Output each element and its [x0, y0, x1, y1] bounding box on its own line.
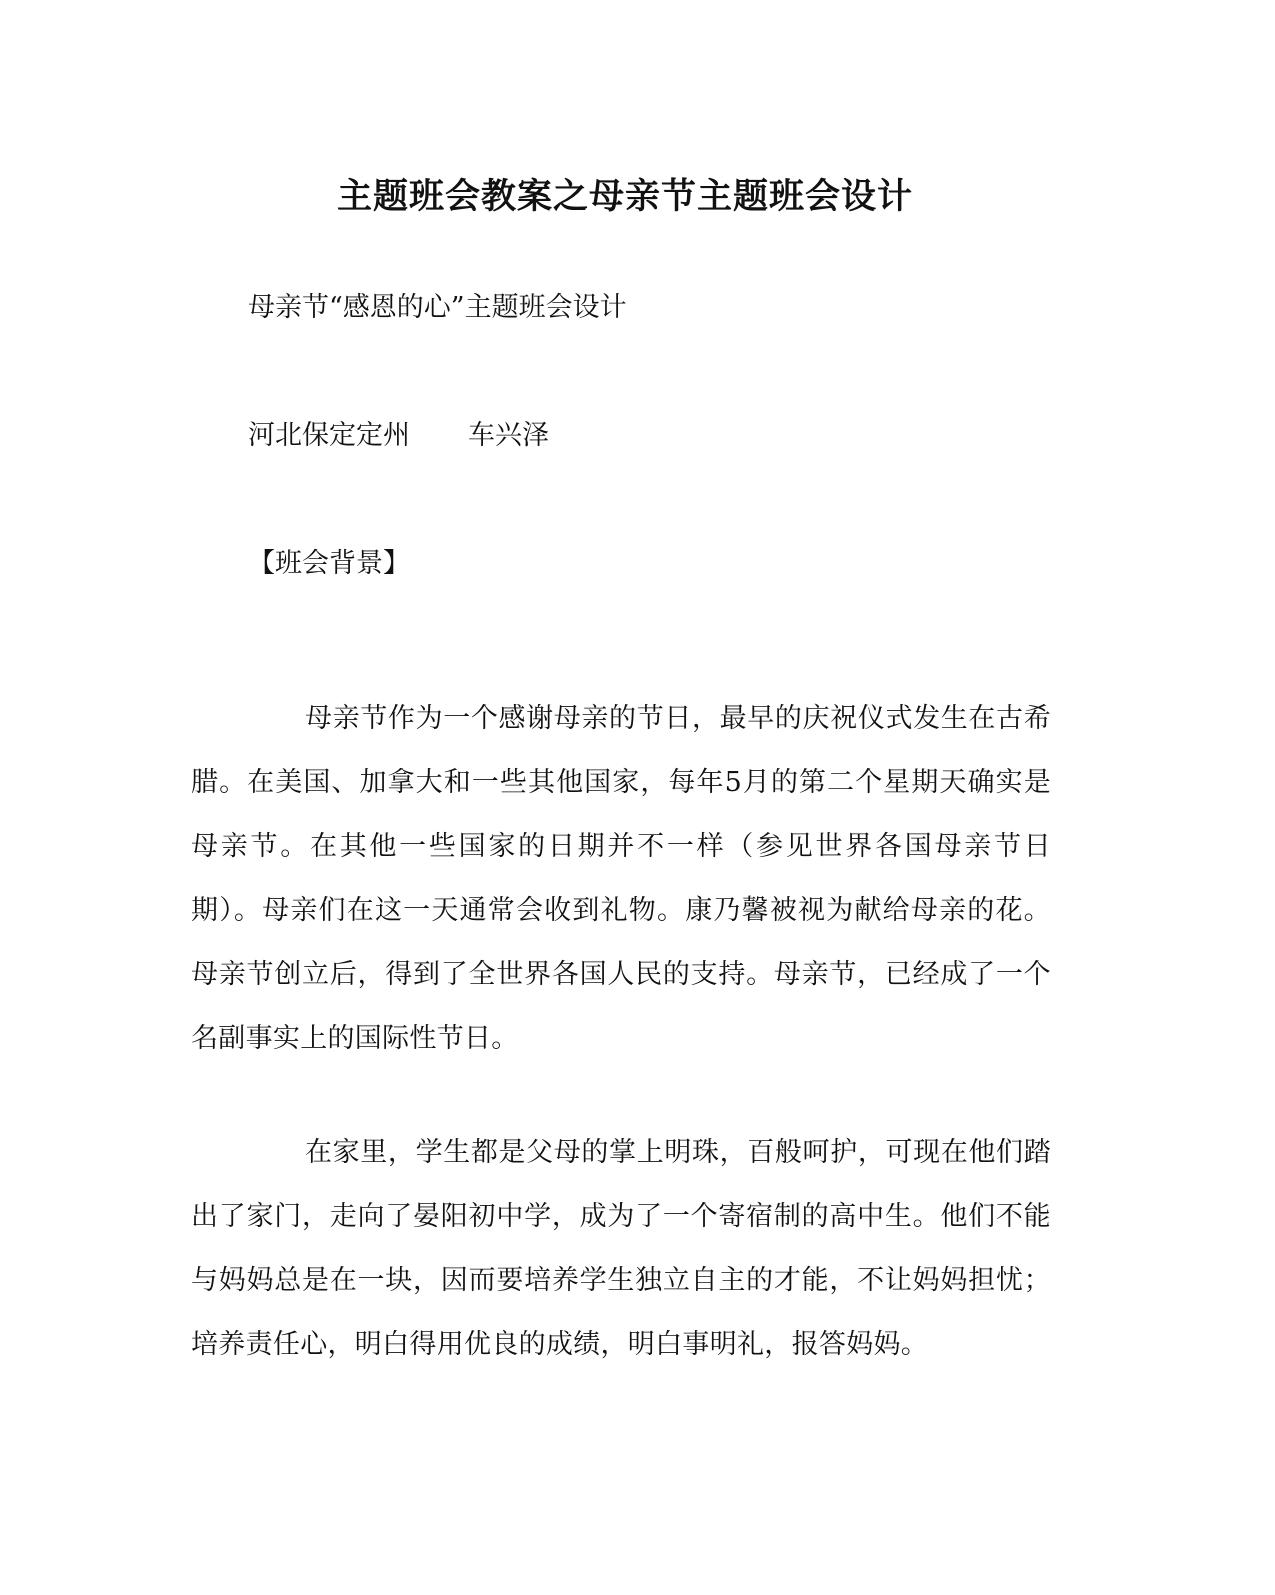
author-location: 河北保定定州	[248, 420, 410, 451]
author-line	[248, 416, 549, 456]
author-name: 车兴泽	[468, 420, 549, 451]
paragraph: 在家里，学生都是父母的掌上明珠，百般呵护，可现在他们踏出了家门，走向了晏阳初中学，成为了一个寄宿制的高中生。他们不能与妈妈总是在一块，因而要培养学生独立自主的才能，不让妈妈担忧；培养责任心，明白得用优良的成绩，明白事明礼，报答妈妈。	[191, 1137, 1051, 1360]
paragraph: 母亲节作为一个感谢母亲的节日，最早的庆祝仪式发生在古希腊。在美国、加拿大和一些其他国家，每年5月的第二个星期天确实是母亲节。在其他一些国家的日期并不一样（参见世界各国母亲节日期）。母亲们在这一天通常会收到礼物。康乃馨被视为献给母亲的花。母亲节创立后，得到了全世界各国人民的支持。母亲节，已经成了一个名副事实上的国际性节日。	[191, 703, 1051, 1054]
section-heading: 【班会背景】	[248, 548, 410, 579]
document-subtitle: 母亲节“感恩的心”主题班会设计	[248, 292, 627, 323]
document-title: 主题班会教案之母亲节主题班会设计	[336, 176, 913, 217]
